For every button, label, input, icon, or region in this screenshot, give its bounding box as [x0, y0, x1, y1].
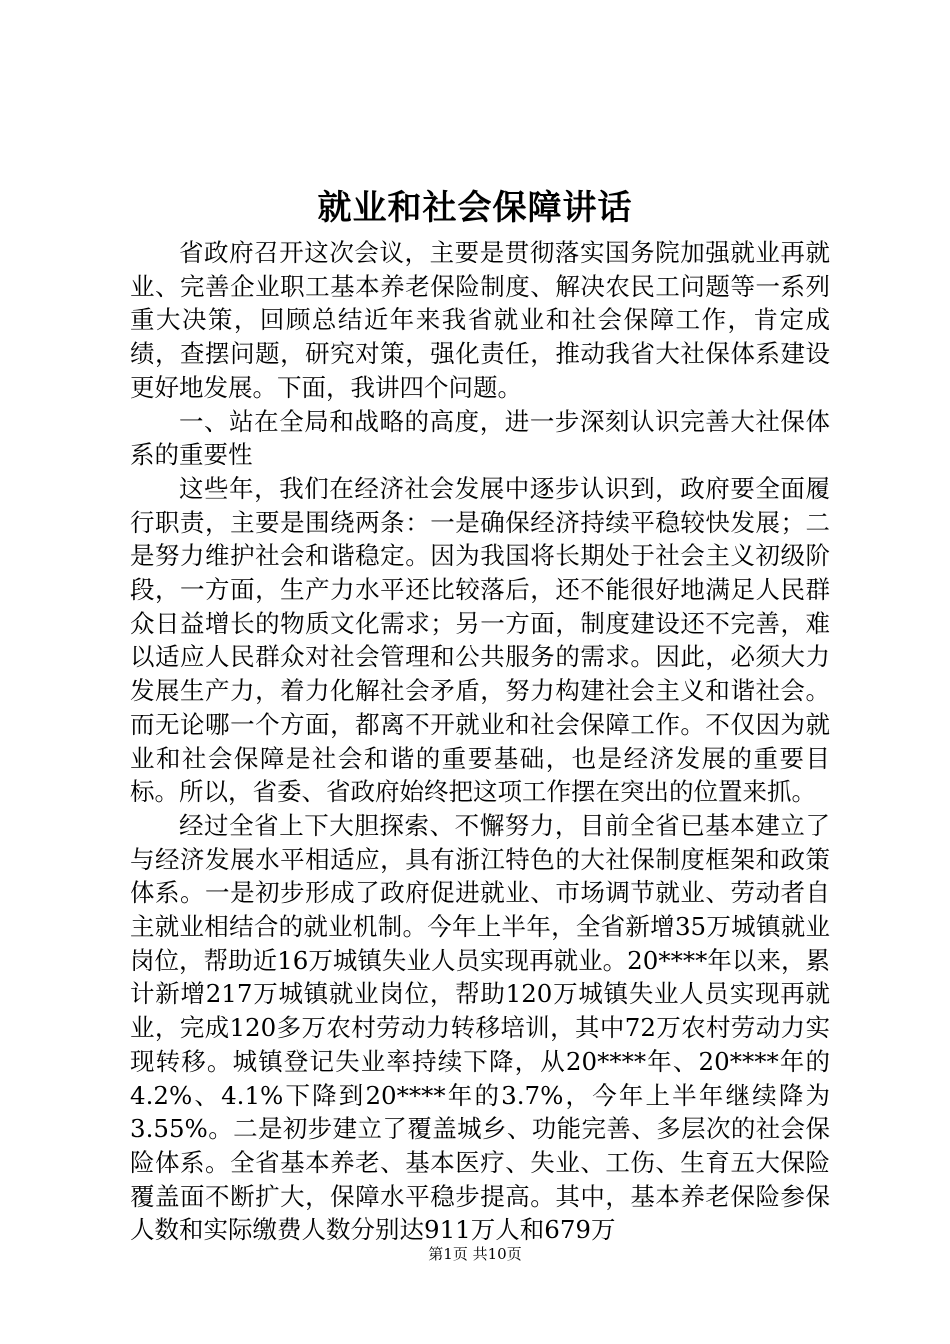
- paragraph-intro: 省政府召开这次会议，主要是贯彻落实国务院加强就业再就业、完善企业职工基本养老保险制度、解决农民工问题等一系列重大决策，回顾总结近年来我省就业和社会保障工作，肯定成绩，查摆问题，研究对策，强化责任，推动我省大社保体系建设更好地发展。下面，我讲四个问题。: [130, 238, 830, 402]
- document-body: [130, 236, 830, 1247]
- page-footer: 第1页 共10页: [428, 1245, 522, 1263]
- paragraph-background: 这些年，我们在经济社会发展中逐步认识到，政府要全面履行职责，主要是围绕两条：一是确保经济持续平稳较快发展；二是努力维护社会和谐稳定。因为我国将长期处于社会主义初级阶段，一方面，生产力水平还比较落后，还不能很好地满足人民群众日益增长的物质文化需求；另一方面，制度建设还不完善，难以适应人民群众对社会管理和公共服务的需求。因此，必须大力发展生产力，着力化解社会矛盾，努力构建社会主义和谐社会。而无论哪一个方面，都离不开就业和社会保障工作。不仅因为就业和社会保障是社会和谐的重要基础，也是经济发展的重要目标。所以，省委、省政府始终把这项工作摆在突出的位置来抓。: [130, 473, 830, 807]
- document-title: 就业和社会保障讲话: [317, 188, 633, 228]
- paragraph-achievements: 经过全省上下大胆探索、不懈努力，目前全省已基本建立了与经济发展水平相适应，具有浙江特色的大社保制度框架和政策体系。一是初步形成了政府促进就业、市场调节就业、劳动者自主就业相结合的就业机制。今年上半年，全省新增35万城镇就业岗位，帮助近16万城镇失业人员实现再就业。20****年以来，累计新增217万城镇就业岗位，帮助120万城镇失业人员实现再就业，完成120多万农村劳动力转移培训，其中72万农村劳动力实现转移。城镇登记失业率持续下降，从20****年、20****年的4.2%、4.1%下降到20****年的3.7%，今年上半年继续降为3.55%。二是初步建立了覆盖城乡、功能完善、多层次的社会保险体系。全省基本养老、基本医疗、失业、工伤、生育五大保险覆盖面不断扩大，保障水平稳步提高。其中，基本养老保险参保人数和实际缴费人数分别达911万人和679万: [130, 810, 830, 1245]
- section-heading-1: 一、站在全局和战略的高度，进一步深刻认识完善大社保体系的重要性: [130, 406, 830, 470]
